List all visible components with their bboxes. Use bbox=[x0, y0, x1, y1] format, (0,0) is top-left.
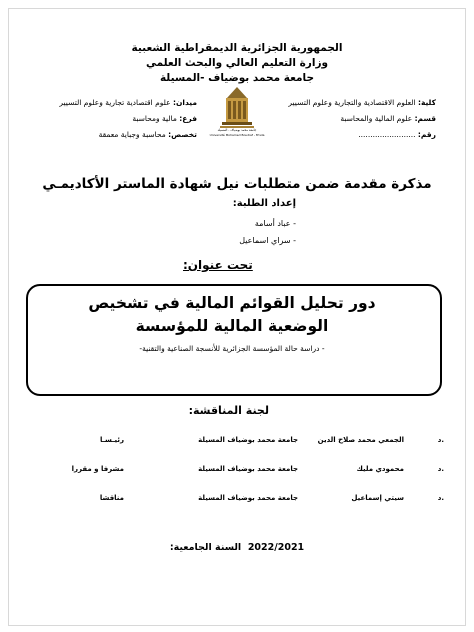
logo-caption-ar: جامعة محمد بوضياف - المسيلة bbox=[217, 128, 257, 132]
jury-name-2: محمودي مليك bbox=[356, 465, 404, 473]
specialty-label: تخصص: bbox=[168, 130, 197, 139]
academic-year-value: 2022/2021 bbox=[247, 542, 305, 553]
jury-title-3: د. bbox=[437, 494, 444, 502]
logo-caption-fr: Université Mohamed Boudiaf - M'sila bbox=[209, 133, 265, 137]
university-line: جامعة محمد بوضياف -المسيلة bbox=[159, 72, 315, 84]
thesis-title-line-2: الوضعية المالية للمؤسسة bbox=[135, 317, 329, 335]
faculty-row bbox=[288, 98, 436, 107]
jury-label: لجنة المناقشة: bbox=[188, 404, 269, 417]
jury-title-2: د. bbox=[437, 465, 444, 473]
department-value: علوم المالية والمحاسبة bbox=[340, 114, 413, 123]
jury-university-2: جامعة محمد بوضياف المسيلة bbox=[198, 465, 298, 473]
number-row bbox=[358, 130, 436, 139]
specialty-row bbox=[99, 130, 197, 139]
field-row bbox=[59, 98, 197, 107]
republic-line: الجمهورية الجزائرية الديمقراطية الشعبية bbox=[131, 42, 343, 54]
jury-university-1: جامعة محمد بوضياف المسيلة bbox=[198, 436, 298, 444]
academic-year-label: السنة الجامعية: bbox=[169, 542, 242, 553]
thesis-title-line-1: دور تحليل القوائم المالية في تشخيص bbox=[88, 294, 376, 312]
number-label: رقم: bbox=[417, 130, 436, 139]
department-row bbox=[340, 114, 436, 123]
branch-label: فرع: bbox=[179, 114, 197, 123]
jury-university-3: جامعة محمد بوضياف المسيلة bbox=[198, 494, 298, 502]
university-logo bbox=[209, 84, 265, 142]
student-name-2: - سراي اسماعيل bbox=[239, 236, 296, 245]
ministry-line: وزارة التعليم العالي والبحث العلمي bbox=[145, 57, 329, 69]
specialty-value: محاسبة وجباية معمقة bbox=[98, 130, 166, 139]
faculty-label: كلية: bbox=[417, 98, 436, 107]
jury-title-1: د. bbox=[437, 436, 444, 444]
students-label: إعداد الطلبة: bbox=[232, 198, 296, 209]
subject-label: تحت عنوان: bbox=[183, 258, 253, 272]
field-value: علوم اقتصادية تجارية وعلوم التسيير bbox=[59, 98, 171, 107]
field-label: ميدان: bbox=[172, 98, 197, 107]
thesis-subtitle: - دراسة حالة المؤسسة الجزائرية للأنسجة الصناعية والتقنية- bbox=[139, 344, 325, 353]
branch-row bbox=[132, 114, 197, 123]
jury-role-2: مشرفا و مقررا bbox=[71, 465, 124, 473]
memo-title: مذكرة مقدمة ضمن متطلبات نيل شهادة الماستر الأكاديمـي bbox=[42, 176, 432, 192]
jury-role-3: مناقشا bbox=[99, 494, 124, 502]
academic-year-row bbox=[0, 542, 474, 553]
student-name-1: - عباد أسامة bbox=[254, 219, 296, 228]
branch-value: مالية ومحاسبة bbox=[132, 114, 177, 123]
jury-role-1: رئيـسـا bbox=[99, 436, 124, 444]
department-label: قسم: bbox=[414, 114, 436, 123]
jury-name-1: الجمعي محمد صلاح الدين bbox=[317, 436, 404, 444]
number-value: ........................ bbox=[358, 130, 416, 139]
faculty-value: العلوم الاقتصادية والتجارية وعلوم التسيير bbox=[288, 98, 416, 107]
jury-name-3: سيتي إسماعيل bbox=[351, 494, 404, 502]
